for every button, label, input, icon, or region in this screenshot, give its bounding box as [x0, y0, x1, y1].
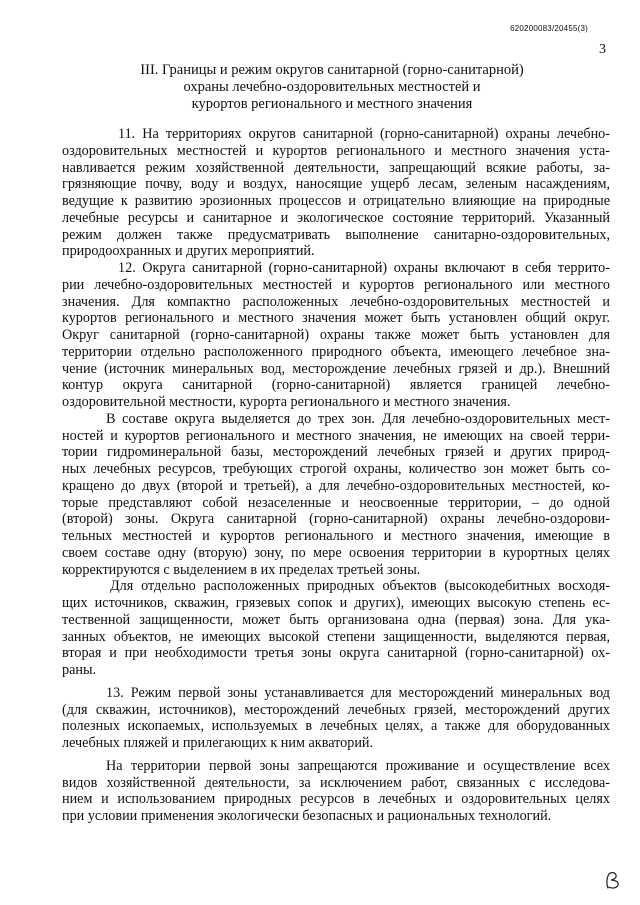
- section-title-line: III. Границы и режим округов санитарной (горно-санитарной): [140, 62, 524, 78]
- text-line: На территории первой зоны запрещаются проживание и осуществление всех: [106, 757, 610, 774]
- text-line: полезных ископаемых, используемых в лечебных целях, а также для оборудованных: [62, 718, 610, 735]
- text-line: Округ санитарной (горно-санитарной) охраны также может быть установлен для: [62, 327, 610, 343]
- text-line: раны.: [62, 662, 97, 678]
- text-line: торые представляют собой незаселенные и неосвоенные территории, – до одной: [62, 494, 610, 511]
- text-line: тельных местностей и курортов регионального и местного значения, имеющие в: [62, 528, 610, 544]
- text-line: видов хозяйственной деятельности, за исключением работ, связанных с исследова-: [62, 774, 610, 791]
- text-line: оздоровительной местности, курорта регионального и местного значения.: [62, 394, 511, 410]
- text-line: 11. На территориях округов санитарной (горно-санитарной) охраны лечебно-: [118, 126, 610, 142]
- text-line: (второй) зоны. Округа санитарной (горно-санитарной) охраны лечебно-оздорови-: [62, 511, 610, 528]
- text-line: нием и использованием природных ресурсов в лечебных и оздоровительных целях: [62, 791, 610, 808]
- text-line: значения. Для компактно расположенных лечебно-оздоровительных местностей и: [62, 293, 610, 310]
- handwritten-initials-mark: [602, 871, 624, 891]
- text-line: лечебных пляжей и прилегающих к ним акваторий.: [62, 735, 374, 751]
- paragraph-12: [62, 260, 610, 411]
- text-line: природоохранных и других мероприятий.: [62, 243, 315, 260]
- text-line: ных лечебных ресурсов, требующих строгой охраны, количество зон может быть со-: [62, 461, 610, 477]
- text-line: своем составе одну (вторую) зону, по мере освоения территории в курортных целях: [62, 544, 610, 561]
- text-line: 13. Режим первой зоны устанавливается для месторождений минеральных вод: [106, 684, 610, 701]
- page-number: 3: [599, 42, 606, 57]
- body-text: [62, 126, 610, 825]
- paragraph-11: [62, 126, 610, 260]
- document-id: 620200083/20455(3): [510, 24, 588, 33]
- text-line: лечебные ресурсы и санитарное и экологическое состояние территорий. Указанный: [62, 209, 610, 226]
- text-line: корректируются с выделением в их пределах третьей зоны.: [62, 561, 421, 578]
- paragraph-13: [62, 685, 610, 752]
- text-line: рии лечебно-оздоровительных местностей и курортов регионального или местного: [62, 276, 610, 293]
- text-line: щих источников, скважин, грязевых сопок и других), имеющих высокую степень ес-: [62, 595, 610, 611]
- text-line: вторая и при необходимости третья зоны округа санитарной (горно-санитарной) ох-: [62, 645, 610, 662]
- text-line: навливается режим хозяйственной деятельности, запрещающий всякие работы, за-: [62, 159, 610, 176]
- paragraph-zones: [62, 411, 610, 579]
- paragraph-natural-objects: [62, 578, 610, 679]
- section-title-line: охраны лечебно-оздоровительных местностей и: [183, 79, 481, 95]
- text-line: курортов регионального и местного значения может быть установлен общий округ.: [62, 310, 610, 327]
- text-line: 12. Округа санитарной (горно-санитарной) охраны включают в себя террито-: [118, 260, 610, 276]
- text-line: Для отдельно расположенных природных объектов (высокодебитных восходя-: [110, 578, 610, 595]
- text-line: грязняющие почву, воду и воздух, наносящие ущерб лесам, зеленым насаждениям,: [62, 176, 610, 193]
- text-line: занных объектов, не имеющих высокой степени защищенности, выделяются первая,: [62, 628, 610, 645]
- text-line: контур округа санитарной (горно-санитарной) является границей лечебно-: [62, 377, 610, 394]
- text-line: тественной защищенности, может быть организована одна (первая) зона. Для ука-: [62, 611, 610, 628]
- paragraph-first-zone: [62, 758, 610, 825]
- text-line: В составе округа выделяется до трех зон. Для лечебно-оздоровительных мест-: [106, 410, 610, 427]
- text-line: (для скважин, источников), месторождений лечебных грязей, месторождений других: [62, 701, 610, 718]
- text-line: оздоровительных местностей и курортов регионального и местного значения уста-: [62, 142, 610, 159]
- text-line: кращено до двух (второй и третьей), а для лечебно-оздоровительных местностей, ко-: [62, 477, 610, 494]
- text-line: ностей и курортов регионального и местного значения, не имеющих на своей терри-: [62, 427, 610, 444]
- section-title-line: курортов регионального и местного значения: [191, 96, 473, 112]
- text-line: чение (источник минеральных вод, месторождение лечебных грязей и др.). Внешний: [62, 360, 610, 377]
- text-line: территории отдельно расположенного природного объекта, имеющего лечебное зна-: [62, 343, 610, 360]
- text-line: тории гидроминеральной базы, месторождений лечебных грязей и других природ-: [62, 444, 610, 461]
- section-title: [90, 62, 574, 113]
- text-line: при условии применения экологически безопасных и рациональных технологий.: [62, 808, 552, 824]
- text-line: режим должен также предусматривать выполнение санитарно-оздоровительных,: [62, 226, 610, 243]
- text-line: ведущие к развитию эрозионных процессов и отрицательно влияющие на природные: [62, 193, 610, 209]
